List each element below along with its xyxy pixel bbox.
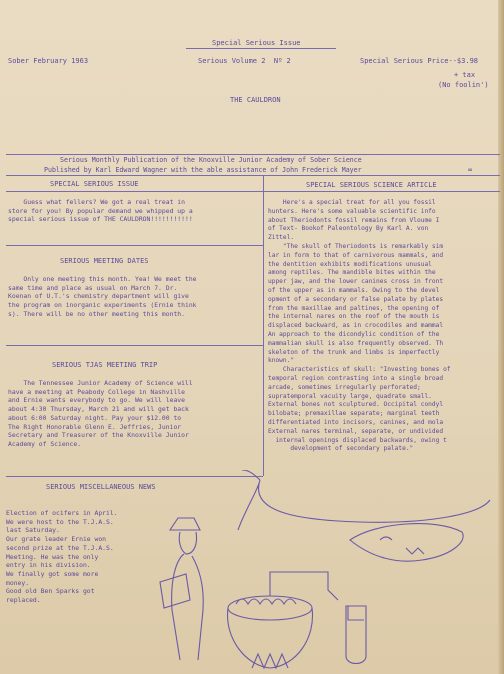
section-rule xyxy=(6,191,263,192)
section-heading-meeting-dates: SERIOUS MEETING DATES xyxy=(60,257,149,265)
subtitle-top-rule xyxy=(6,154,500,155)
section-rule xyxy=(263,191,500,192)
publisher-credit: Published by Karl Edward Wagner with the able assistance of John Frederick Mayer xyxy=(44,166,362,174)
column-divider xyxy=(263,176,264,476)
volume-number: Serious Volume 2 Nº 2 xyxy=(198,57,291,65)
price: Special Serious Price--$3.98 xyxy=(360,57,479,65)
speech-bubble xyxy=(238,470,490,530)
publication-subtitle: Serious Monthly Publication of the Knoxville Junior Academy of Sober Science xyxy=(60,156,362,164)
meeting-dates-text: Only one meeting this month. Yea! We meet the same time and place as usual on March 7. Dr. Koenan of U.T.'s chemistry department will give the program on inorganic experiments (Ernie think s). There will be no other meeting this month. xyxy=(8,275,197,318)
special-issue-label: Special Serious Issue xyxy=(212,39,301,47)
science-article-text: Here's a special treat for all you fossil hunters. Here's some valuable scientific info about Theriodonts fossil remains from Vloume I of Text- Bookof Paleontology By Karl A. von Zittel. "The skull of Theriodonts is remarkably sim lar in form to that of carnivorous mammals, and the dentition exhibits modifications unusual among reptiles. The mandible bites within the upper jaw, and the lower canines cross in front of the upper as in mammals. Owing to the devel opment of a secondary or false palate by plates from the maxillae and paltines, the opening of the internal nares on the roof of the mouth is displaced backward, as in crocodiles and mammal An approach to the dicondylic condition of the mammalian skull is also frequently observed. Th skeleton of the trunk and limbs is imperfectly known." Characteristics of skull: "Investing bones of temporal region contrasting into a single broad arcade, sometimes irregularly perforated; supratemporal vacuity large, quadrate small. External bones not sculptured. Occipital condyl bilobate; premaxillae separate; marginal teeth differentiated into incisors, canines, and mola External nares terminal, separate, or undivided internal openings displaced backwards, owing t development of secondary palate." xyxy=(268,199,451,453)
man-figure xyxy=(160,518,203,660)
price-tax: + tax xyxy=(454,71,476,79)
issue-date: Sober February 1963 xyxy=(8,57,89,65)
fossil-skull xyxy=(350,524,463,562)
newsletter-title: THE CAULDRON xyxy=(230,96,281,104)
cauldron-illustration xyxy=(150,470,500,674)
fire xyxy=(252,654,288,668)
section-heading-tjas-trip: SERIOUS TJAS MEETING TRIP xyxy=(52,361,158,369)
cauldron-bubbles xyxy=(236,599,296,604)
special-issue-text: Guess what fellers? We got a real treat in store for you! By popular demand we whipped up a special serious issue of THE CAULDRON!!!!!!!!!!! xyxy=(8,198,193,224)
section-rule xyxy=(6,245,263,246)
section-heading-misc-news: SERIOUS MISCELLANEOUS NEWS xyxy=(46,483,156,491)
price-note: (No foolin') xyxy=(438,81,489,89)
tjas-trip-text: The Tennessee Junior Academy of Science will have a meeting at Peabody College in Nashville and Ernie wants everybody to go. We will leave about 4:30 Thursday, March 21 and will get back about 6:00 Saturday night. Pay your $12.00 to The Right Honorable Glenn E. Jeffries, Junior Secretary and Treasurer of the Knoxville Junior Academy of Science. xyxy=(8,379,193,448)
section-heading-science-article: SPECIAL SERIOUS SCIENCE ARTICLE xyxy=(306,181,437,189)
top-label-underline xyxy=(186,48,336,49)
section-rule xyxy=(6,345,263,346)
misc-news-text: Election of ocifers in April. We were host to the T.J.A.S. last Saturday. Our grate leader Ernie won second prize at the T.J.A.S. Meeting. He was the only entry in his division. We finally got some more money. Good old Ben Sparks got replaced. xyxy=(6,509,118,605)
credit-rule xyxy=(6,175,500,176)
flask xyxy=(346,606,366,664)
section-heading-special-issue: SPECIAL SERIOUS ISSUE xyxy=(50,180,139,188)
wavy-mark: ∞ xyxy=(468,166,473,174)
